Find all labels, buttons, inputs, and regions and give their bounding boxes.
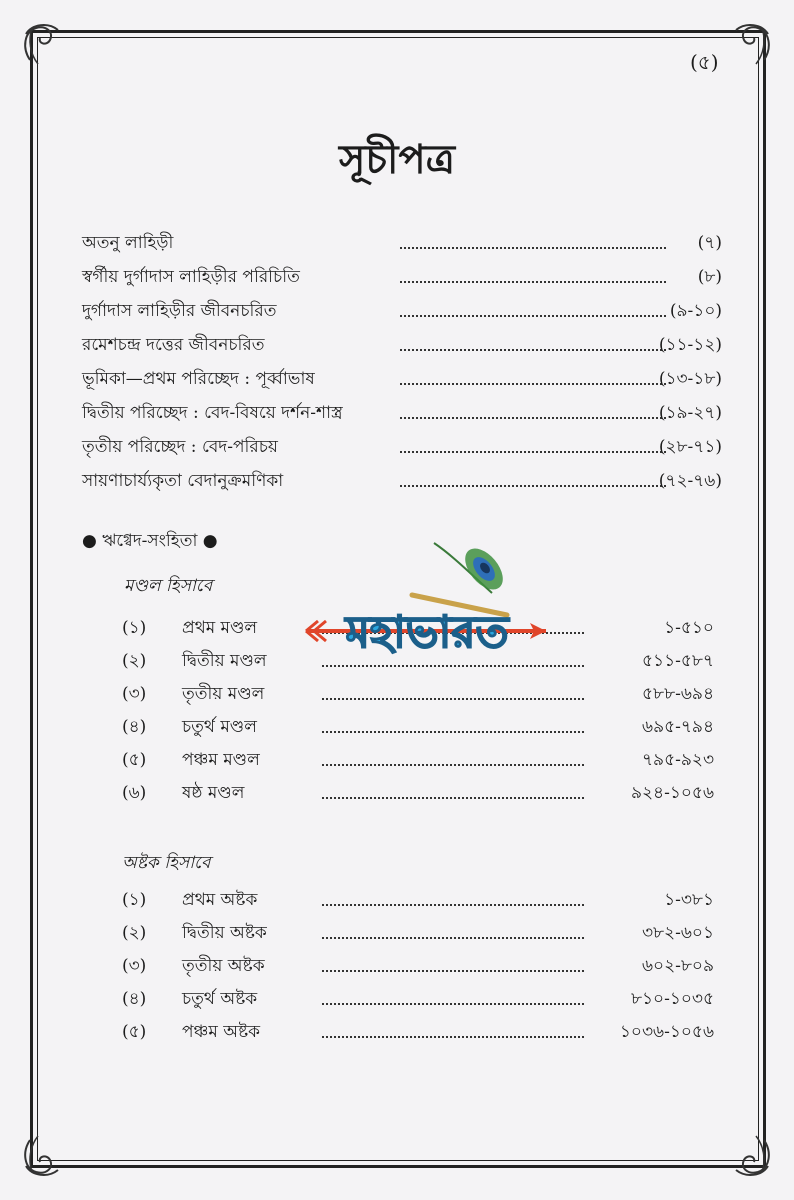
toc-entry [82,400,722,430]
watermark-text: মহাভারত [345,607,509,658]
toc-entry [82,230,722,260]
leader-dots [322,937,584,939]
leader-dots [322,1003,584,1005]
leader-dots [322,731,584,733]
toc-entry-pages: (৭) [697,233,722,253]
toc-entry-title: দুর্গাদাস লাহিড়ীর জীবনচরিত [82,301,277,321]
corner-ornament-icon [726,20,776,70]
toc-entry-title: চতুর্থ মণ্ডল [182,717,257,737]
leader-dots [400,281,666,283]
toc-entry-pages: ৬০২-৮০৯ [641,956,714,976]
toc-entry-number: (৩) [122,956,147,976]
leader-dots [322,797,584,799]
toc-entry-title: তৃতীয় অষ্টক [182,956,265,976]
toc-entry-pages: ৯২৪-১০৫৬ [630,783,714,803]
toc-entry [122,887,714,917]
toc-entry-title: তৃতীয় পরিচ্ছেদ : বেদ-পরিচয় [82,437,278,457]
leader-dots [400,247,666,249]
toc-entry-pages: ১-৩৮১ [664,890,714,910]
toc-entry-pages: ৮১০-১০৩৫ [630,989,714,1009]
toc-entry-title: ভূমিকা—প্রথম পরিচ্ছেদ : পূর্ব্বাভাষ [82,369,315,389]
section-heading: ● ঋগ্বেদ-সংহিতা ● [82,531,218,551]
subsection-heading-ashtak: অষ্টক হিসাবে [122,853,211,873]
toc-entry-number: (৫) [122,750,147,770]
toc-entry-title: প্রথম মণ্ডল [182,618,258,638]
corner-ornament-icon [18,20,68,70]
toc-entry [82,468,722,498]
toc-entry-number: (১) [122,618,147,638]
toc-entry-number: (১) [122,890,147,910]
toc-entry-title: দ্বিতীয় মণ্ডল [182,651,267,671]
toc-entry [122,780,714,810]
leader-dots [400,315,666,317]
toc-entry [122,714,714,744]
toc-entry-pages: (১১-১২) [658,335,722,355]
toc-entry-pages: ১-৫১০ [664,618,714,638]
leader-dots [322,764,584,766]
toc-entry-title: চতুর্থ অষ্টক [182,989,258,1009]
watermark-logo [302,535,552,695]
toc-entry-title: ষষ্ঠ মণ্ডল [182,783,245,803]
toc-entry [82,434,722,464]
toc-entry [122,920,714,950]
toc-entry-pages: (৮) [697,267,722,287]
leader-dots [322,1036,584,1038]
toc-entry-pages: ৫১১-৫৮৭ [642,651,714,671]
leader-dots [322,698,584,700]
leader-dots [400,383,666,385]
toc-entry-title: সায়ণাচার্য্যকৃতা বেদানুক্রমণিকা [82,471,284,491]
toc-entry-title: স্বর্গীয় দুর্গাদাস লাহিড়ীর পরিচিতি [82,267,300,287]
corner-ornament-icon [726,1130,776,1180]
toc-entry-number: (৩) [122,684,147,704]
toc-entry-number: (২) [122,651,147,671]
toc-entry-number: (৪) [122,717,147,737]
subsection-heading-mandal: মণ্ডল হিসাবে [124,576,213,596]
toc-entry-pages: (২৮-৭১) [658,437,722,457]
toc-entry-pages: (৯-১০) [669,301,722,321]
toc-entry-pages: (৭২-৭৬) [658,471,722,491]
toc-entry [82,366,722,396]
leader-dots [322,970,584,972]
leader-dots [400,417,666,419]
toc-entry-title: রমেশচন্দ্র দত্তের জীবনচরিত [82,335,265,355]
toc-entry-title: দ্বিতীয় অষ্টক [182,923,267,943]
toc-entry [122,1019,714,1049]
toc-entry-number: (৫) [122,1022,147,1042]
toc-entry-pages: ৭৯৫-৯২৩ [642,750,714,770]
leader-dots [400,349,666,351]
leader-dots [322,904,584,906]
toc-entry-title: তৃতীয় মণ্ডল [182,684,265,704]
toc-entry-title: প্রথম অষ্টক [182,890,258,910]
toc-entry-pages: (১৩-১৮) [658,369,722,389]
page-title: সূচীপত্র [339,136,455,183]
toc-entry [122,953,714,983]
toc-entry-pages: ৫৮৮-৬৯৪ [642,684,714,704]
toc-entry-pages: ৬৯৫-৭৯৪ [642,717,714,737]
toc-entry-title: অতনু লাহিড়ী [82,233,174,253]
toc-entry-title: পঞ্চম মণ্ডল [182,750,260,770]
toc-entry-number: (৬) [122,783,147,803]
toc-entry-pages: ৩৮২-৬০১ [641,923,714,943]
leader-dots [400,451,666,453]
leader-dots [400,485,666,487]
toc-entry-pages: (১৯-২৭) [658,403,722,423]
toc-entry [82,332,722,362]
toc-entry [122,747,714,777]
toc-entry-number: (৪) [122,989,147,1009]
toc-entry-title: দ্বিতীয় পরিচ্ছেদ : বেদ-বিষয়ে দর্শন-শাস্ত্র [82,403,343,423]
toc-entry [122,986,714,1016]
toc-entry [82,264,722,294]
page-number: (৫) [690,50,719,74]
corner-ornament-icon [18,1130,68,1180]
toc-entry [82,298,722,328]
toc-entry-pages: ১০৩৬-১০৫৬ [619,1022,714,1042]
toc-entry-title: পঞ্চম অষ্টক [182,1022,261,1042]
toc-entry-number: (২) [122,923,147,943]
